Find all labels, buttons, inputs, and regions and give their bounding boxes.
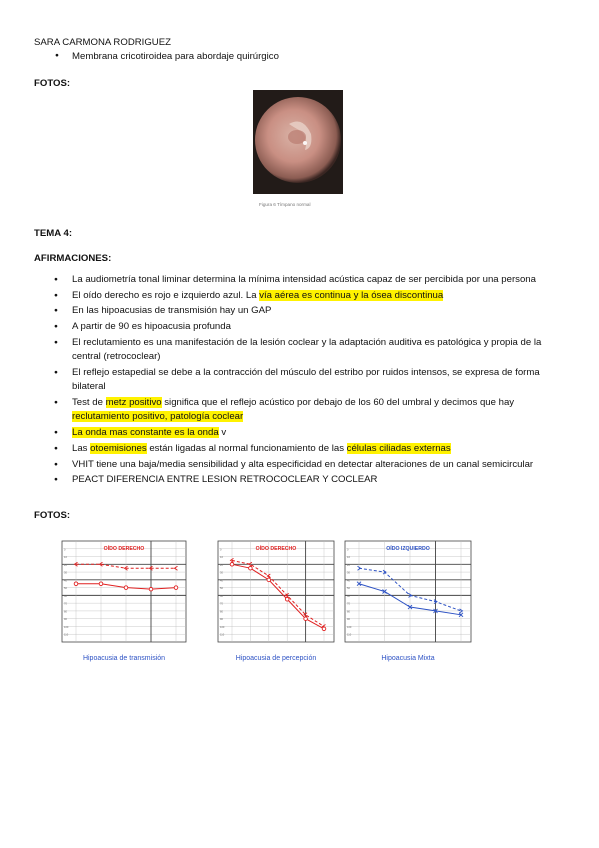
data-point xyxy=(285,597,289,601)
y-tick-label: 30 xyxy=(220,571,223,575)
y-tick-label: 50 xyxy=(220,587,223,591)
photo-caption: Figura 6 Tímpano normal xyxy=(259,202,311,207)
tema-title: TEMA 4: xyxy=(34,228,73,239)
data-point xyxy=(267,578,271,582)
header-bullet-text: Membrana cricotiroidea para abordaje quirúrgico xyxy=(72,51,279,62)
chart-frame xyxy=(345,541,471,642)
afirmacion-item xyxy=(52,366,567,395)
y-tick-label: 110 xyxy=(64,633,69,637)
text-segment: v xyxy=(218,427,227,439)
afirmacion-item xyxy=(52,273,567,287)
text-segment: A partir de 90 es hipoacusia profunda xyxy=(72,321,231,333)
text-segment: El oído derecho es rojo e izquierdo azul. La xyxy=(72,289,260,301)
chart-xlabel: Hipoacusia de percepción xyxy=(235,655,317,662)
text-segment: están ligadas al normal funcionamiento de las xyxy=(146,442,347,454)
y-tick-label: 110 xyxy=(347,633,352,637)
data-point xyxy=(99,582,103,586)
afirmaciones-list xyxy=(52,273,567,489)
chart-frame xyxy=(218,541,334,642)
text-segment: VHIT tiene una baja/media sensibilidad y alta especificidad en detectar alteraciones de un canal semicircular xyxy=(72,458,534,470)
y-tick-label: 50 xyxy=(347,587,350,591)
y-tick-label: 0 xyxy=(64,548,66,552)
chart-xlabel: Hipoacusia Mixta xyxy=(381,655,435,662)
section-title-fotos-2: FOTOS: xyxy=(34,510,71,521)
audiogram-1 xyxy=(56,526,190,668)
audiogram-2 xyxy=(212,526,338,668)
y-tick-label: 100 xyxy=(220,625,225,629)
y-tick-label: 80 xyxy=(64,610,67,614)
y-tick-label: 10 xyxy=(347,556,350,560)
data-point xyxy=(230,563,234,567)
data-point xyxy=(304,617,308,621)
bullet-marker: ● xyxy=(55,52,59,59)
chart-title: OÍDO DERECHO xyxy=(103,546,145,552)
y-tick-label: 40 xyxy=(347,579,350,583)
y-tick-label: 60 xyxy=(64,594,67,598)
data-point xyxy=(322,627,326,631)
text-segment: Las xyxy=(72,442,91,454)
data-point xyxy=(124,586,128,590)
y-tick-label: 110 xyxy=(220,633,225,637)
audiogram-1-svg xyxy=(56,526,190,668)
y-tick-label: 20 xyxy=(64,563,67,567)
audiogram-3 xyxy=(339,526,475,668)
highlighted-text: metz positivo xyxy=(105,397,162,409)
y-tick-label: 90 xyxy=(64,618,67,622)
chart-frame xyxy=(62,541,186,642)
highlighted-text: células ciliadas externas xyxy=(346,442,451,454)
afirmacion-item xyxy=(52,304,567,318)
data-point xyxy=(249,566,253,570)
data-point xyxy=(174,586,178,590)
y-tick-label: 100 xyxy=(347,625,352,629)
y-tick-label: 0 xyxy=(220,548,222,552)
afirmacion-item xyxy=(52,320,567,334)
y-tick-label: 70 xyxy=(64,602,67,606)
y-tick-label: 90 xyxy=(220,618,223,622)
y-tick-label: 20 xyxy=(220,563,223,567)
data-point xyxy=(74,582,78,586)
afirmacion-item xyxy=(52,458,567,472)
y-tick-label: 60 xyxy=(347,594,350,598)
y-tick-label: 70 xyxy=(347,602,350,606)
afirmacion-item xyxy=(52,396,567,425)
audiogram-3-svg xyxy=(339,526,475,668)
y-tick-label: 10 xyxy=(220,556,223,560)
audiogram-2-svg xyxy=(212,526,338,668)
chart-title: OÍDO IZQUIERDO xyxy=(386,546,430,552)
afirmacion-item xyxy=(52,473,567,487)
eardrum-photo xyxy=(253,90,343,194)
y-tick-label: 0 xyxy=(347,548,349,552)
text-segment: La audiometría tonal liminar determina la mínima intensidad acústica capaz de ser percibida por una persona xyxy=(72,274,536,285)
y-tick-label: 90 xyxy=(347,618,350,622)
y-tick-label: 80 xyxy=(347,610,350,614)
afirmacion-item xyxy=(52,289,567,303)
text-segment: El reclutamiento es una manifestación de la lesión coclear y la adaptación auditiva es patológica y propia de la central (retrococlear) xyxy=(72,336,542,363)
y-tick-label: 10 xyxy=(64,556,67,560)
afirmacion-item xyxy=(52,426,567,440)
afirmacion-item xyxy=(52,442,567,456)
afirmacion-item xyxy=(52,336,567,365)
data-point xyxy=(149,587,153,591)
y-tick-label: 30 xyxy=(347,571,350,575)
author-name: SARA CARMONA RODRIGUEZ xyxy=(34,37,171,48)
highlighted-text: otoemisiones xyxy=(90,442,147,454)
y-tick-label: 80 xyxy=(220,610,223,614)
chart-xlabel: Hipoacusia de transmisión xyxy=(82,655,166,662)
text-segment: Test de xyxy=(72,397,106,409)
y-tick-label: 50 xyxy=(64,587,67,591)
y-tick-label: 30 xyxy=(64,571,67,575)
y-tick-label: 100 xyxy=(64,625,69,629)
y-tick-label: 70 xyxy=(220,602,223,606)
text-segment: significa que el reflejo acústico por debajo de los 60 del umbral y decimos que hay xyxy=(161,397,515,409)
y-tick-label: 60 xyxy=(220,594,223,598)
y-tick-label: 20 xyxy=(347,563,350,567)
y-tick-label: 40 xyxy=(64,579,67,583)
text-segment: PEACT DIFERENCIA ENTRE LESION RETROCOCLEAR Y COCLEAR xyxy=(72,474,378,486)
section-title-fotos: FOTOS: xyxy=(34,78,71,89)
text-segment: El reflejo estapedial se debe a la contracción del músculo del estribo por ruidos intensos, se expresa de forma bilateral xyxy=(72,366,540,393)
text-segment: En las hipoacusias de transmisión hay un GAP xyxy=(72,305,272,317)
highlighted-text: La onda mas constante es la onda xyxy=(72,427,219,439)
chart-title: OÍDO DERECHO xyxy=(255,546,297,552)
highlighted-text: reclutamiento positivo, patología coclear xyxy=(72,411,244,423)
y-tick-label: 40 xyxy=(220,579,223,583)
afirmaciones-title: AFIRMACIONES: xyxy=(34,253,112,264)
highlighted-text: vía aérea es continua y la ósea discontinua xyxy=(259,289,444,301)
